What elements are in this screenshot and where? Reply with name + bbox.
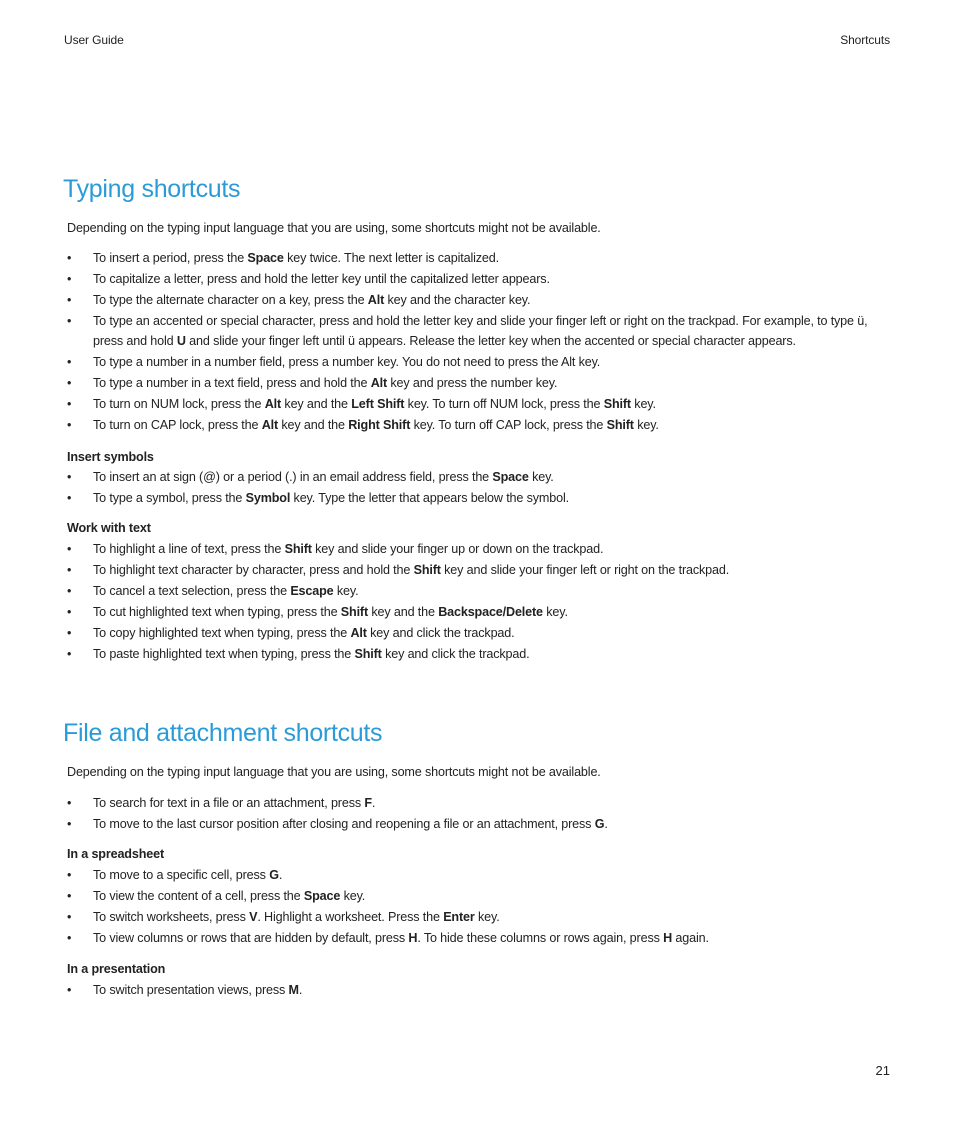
list-item: • To insert a period, press the Space key twice. The next letter is capitalized. (0, 248, 954, 269)
key-name: Shift (413, 563, 441, 577)
bullet-marker: • (67, 931, 72, 945)
list-item: • To copy highlighted text when typing, press the Alt key and click the trackpad. (0, 623, 954, 644)
bullet-marker: • (67, 910, 72, 924)
key-name: F (364, 796, 372, 810)
bullet-marker: • (67, 397, 72, 411)
list-item: • To cut highlighted text when typing, press the Shift key and the Backspace/Delete key. (0, 602, 954, 623)
bullet-marker: • (67, 605, 72, 619)
bullet-marker: • (67, 293, 72, 307)
list-item: • To insert an at sign (@) or a period (.) in an email address field, press the Space key. (0, 467, 954, 488)
key-name: Alt (367, 293, 385, 307)
key-name: Left Shift (351, 397, 405, 411)
bullet-marker: • (67, 314, 72, 328)
bullet-marker: • (67, 272, 72, 286)
bullet-marker: • (67, 376, 72, 390)
bullet-marker: • (67, 470, 72, 484)
list-item: • To move to the last cursor position after closing and reopening a file or an attachment, press G. (0, 814, 954, 835)
list-item: • To turn on NUM lock, press the Alt key and the Left Shift key. To turn off NUM lock, press the Shift key. (0, 394, 954, 415)
running-header-left: User Guide (64, 33, 124, 47)
typing-shortcuts-list (0, 248, 954, 436)
key-name: Shift (354, 647, 382, 661)
list-item: • To switch presentation views, press M. (0, 980, 954, 1001)
spreadsheet-list (0, 865, 954, 949)
list-item: • To type the alternate character on a key, press the Alt key and the character key. (0, 290, 954, 311)
list-item: • To highlight text character by character, press and hold the Shift key and slide your finger left or right on the trackpad. (0, 560, 954, 581)
key-name: Shift (340, 605, 369, 619)
list-item: • To view the content of a cell, press the Space key. (0, 886, 954, 907)
presentation-list (0, 980, 954, 1001)
key-name: Space (247, 251, 284, 265)
key-name: Enter (443, 910, 475, 924)
typing-shortcuts-title: Typing shortcuts (63, 175, 241, 203)
key-name: H (663, 931, 673, 945)
bullet-marker: • (67, 626, 72, 640)
list-item: • To view columns or rows that are hidden by default, press H. To hide these columns or rows again, press H again. (0, 928, 954, 949)
bullet-marker: • (67, 418, 72, 432)
list-item: • To switch worksheets, press V. Highlight a worksheet. Press the Enter key. (0, 907, 954, 928)
key-name: H (408, 931, 418, 945)
bullet-marker: • (67, 251, 72, 265)
key-name: Right Shift (348, 418, 411, 432)
work-with-text-list (0, 539, 954, 665)
key-name: Alt (370, 376, 388, 390)
key-name: Symbol (245, 491, 291, 505)
list-item: • To type a number in a text field, press and hold the Alt key and press the number key. (0, 373, 954, 394)
running-header-right: Shortcuts (840, 33, 890, 47)
list-item: • To paste highlighted text when typing, press the Shift key and click the trackpad. (0, 644, 954, 665)
list-item: • To search for text in a file or an attachment, press F. (0, 793, 954, 814)
key-name: V (249, 910, 258, 924)
bullet-marker: • (67, 889, 72, 903)
presentation-heading: In a presentation (67, 962, 166, 976)
key-name: Shift (603, 397, 631, 411)
bullet-marker: • (67, 542, 72, 556)
key-name: Alt (350, 626, 367, 640)
key-name: Alt (261, 418, 279, 432)
key-name: G (594, 817, 605, 831)
spreadsheet-heading: In a spreadsheet (67, 847, 164, 861)
key-name: Backspace/Delete (438, 605, 543, 619)
key-name: Shift (606, 418, 634, 432)
list-item: • To cancel a text selection, press the Escape key. (0, 581, 954, 602)
key-name: M (288, 983, 299, 997)
file-attachment-shortcuts-intro: Depending on the typing input language that you are using, some shortcuts might not be available. (67, 765, 601, 779)
file-attachment-list (0, 793, 954, 835)
bullet-marker: • (67, 355, 72, 369)
list-item: • To capitalize a letter, press and hold the letter key until the capitalized letter appears. (0, 269, 954, 290)
bullet-marker: • (67, 796, 72, 810)
key-name: U (176, 334, 186, 348)
bullet-marker: • (67, 868, 72, 882)
list-item: • To turn on CAP lock, press the Alt key and the Right Shift key. To turn off CAP lock, press the Shift key. (0, 415, 954, 436)
insert-symbols-list (0, 467, 954, 509)
list-item: • To highlight a line of text, press the Shift key and slide your finger up or down on the trackpad. (0, 539, 954, 560)
work-with-text-heading: Work with text (67, 521, 151, 535)
insert-symbols-heading: Insert symbols (67, 450, 154, 464)
key-name: Space (492, 470, 529, 484)
key-name: Space (303, 889, 341, 903)
bullet-marker: • (67, 983, 72, 997)
file-attachment-shortcuts-title: File and attachment shortcuts (63, 719, 383, 747)
bullet-marker: • (67, 584, 72, 598)
list-item: • To move to a specific cell, press G. (0, 865, 954, 886)
page-number: 21 (875, 1063, 890, 1078)
typing-shortcuts-intro: Depending on the typing input language that you are using, some shortcuts might not be available. (67, 221, 601, 235)
bullet-marker: • (67, 817, 72, 831)
list-item: • To type a number in a number field, press a number key. You do not need to press the Alt key. (0, 352, 954, 373)
bullet-marker: • (67, 491, 72, 505)
key-name: Shift (284, 542, 312, 556)
key-name: Alt (264, 397, 282, 411)
list-item: • To type an accented or special character, press and hold the letter key and slide your finger left or right on the trackpad. For example, to type ü, press and hold U and slide your finger left until ü appears. Release the letter key when the accented or special character appears. (0, 311, 954, 352)
bullet-marker: • (67, 563, 72, 577)
key-name: G (269, 868, 279, 882)
list-item: • To type a symbol, press the Symbol key. Type the letter that appears below the symbol. (0, 488, 954, 509)
key-name: Escape (290, 584, 334, 598)
bullet-marker: • (67, 647, 72, 661)
